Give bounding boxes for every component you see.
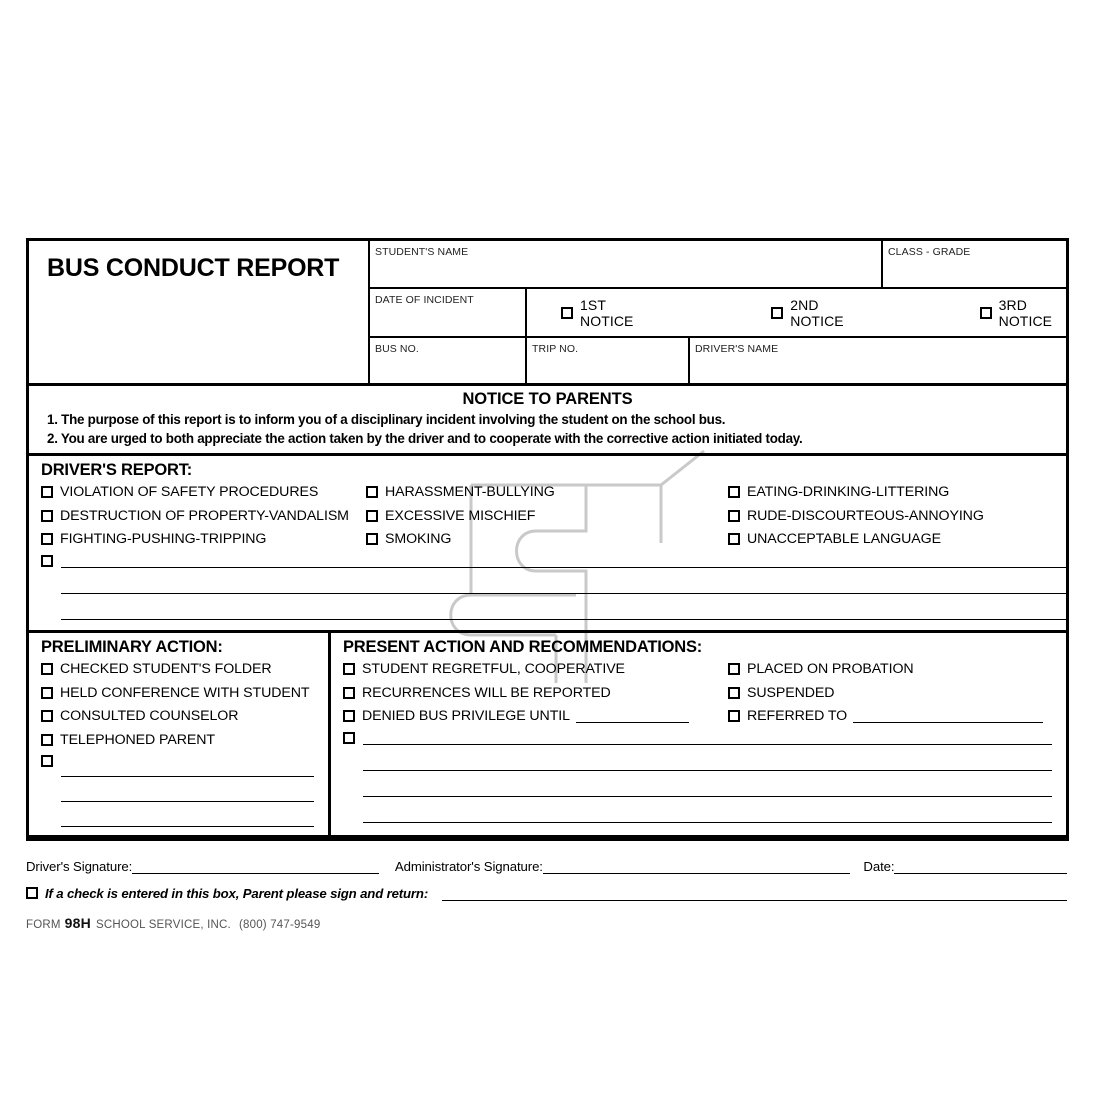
notice-to-parents-title: NOTICE TO PARENTS	[462, 390, 633, 408]
form-header	[29, 241, 1066, 386]
notice-option-2nd[interactable]	[771, 297, 857, 329]
checkbox-icon[interactable]	[366, 510, 378, 522]
option-checked-students-folder[interactable]	[41, 657, 328, 681]
option-held-conference-with-student[interactable]	[41, 681, 328, 705]
form-title-cell	[29, 241, 370, 383]
option-label: CHECKED STUDENT'S FOLDER	[60, 661, 272, 678]
signature-row	[26, 852, 1067, 874]
form-number: 98H	[64, 915, 91, 932]
checkbox-icon[interactable]	[728, 510, 740, 522]
header-row-3	[370, 338, 1066, 383]
option-telephoned-parent[interactable]	[41, 728, 328, 752]
option-eating-drinking-littering[interactable]	[728, 480, 1066, 504]
checkbox-icon[interactable]	[366, 486, 378, 498]
option-smoking[interactable]	[366, 527, 728, 551]
students-name-field[interactable]	[370, 241, 883, 287]
notice-option-label: 3RD NOTICE	[998, 296, 1053, 329]
administrators-signature-input[interactable]	[543, 859, 850, 874]
class-grade-label: CLASS - GRADE	[888, 246, 971, 258]
drivers-report-column-2	[366, 480, 728, 551]
header-row-1	[370, 241, 1066, 289]
trip-no-label: TRIP NO.	[532, 343, 579, 355]
checkbox-icon[interactable]	[41, 734, 53, 746]
present-action-write-in-area	[363, 729, 1052, 823]
bus-no-field[interactable]	[370, 338, 527, 383]
notice-option-1st[interactable]	[561, 297, 645, 329]
students-name-label: STUDENT'S NAME	[375, 246, 469, 258]
administrators-signature-label: Administrator's Signature:	[394, 859, 543, 875]
drivers-report-options	[29, 480, 1066, 551]
header-row-2	[370, 289, 1066, 338]
form-footer	[26, 915, 1067, 931]
option-label: CONSULTED COUNSELOR	[60, 708, 239, 725]
preliminary-action-heading: PRELIMINARY ACTION:	[41, 637, 223, 656]
option-recurrences-will-be-reported[interactable]	[343, 681, 728, 705]
checkbox-icon[interactable]	[343, 710, 355, 722]
date-of-incident-label: DATE OF INCIDENT	[375, 294, 474, 306]
notice-to-parents-item: 2. You are urged to both appreciate the action taken by the driver and to cooperate with the corrective action initiated today.	[47, 430, 803, 446]
notice-number-group	[527, 289, 1066, 336]
option-excessive-mischief[interactable]	[366, 504, 728, 528]
bus-conduct-report-form	[26, 238, 1069, 931]
denied-bus-privilege-until-input[interactable]	[576, 709, 689, 723]
option-destruction-of-property-vandalism[interactable]	[41, 504, 366, 528]
option-label: VIOLATION OF SAFETY PROCEDURES	[60, 484, 319, 501]
option-label: FIGHTING-PUSHING-TRIPPING	[60, 531, 267, 548]
option-unacceptable-language[interactable]	[728, 527, 1066, 551]
write-in-line[interactable]	[61, 802, 314, 827]
write-in-line[interactable]	[61, 594, 1066, 620]
checkbox-icon[interactable]	[728, 486, 740, 498]
form-outer-border	[26, 238, 1069, 841]
option-label: TELEPHONED PARENT	[60, 731, 215, 748]
notice-to-parents-item: 1. The purpose of this report is to inform you of a disciplinary incident involving the student on the school bus.	[47, 411, 726, 427]
option-consulted-counselor[interactable]	[41, 704, 328, 728]
checkbox-icon[interactable]	[41, 710, 53, 722]
trip-no-field[interactable]	[527, 338, 690, 383]
preliminary-action-write-in-area	[61, 752, 314, 827]
option-label: PLACED ON PROBATION	[747, 661, 914, 678]
checkbox-icon[interactable]	[366, 533, 378, 545]
present-action-heading: PRESENT ACTION AND RECOMMENDATIONS:	[343, 637, 703, 656]
checkbox-icon[interactable]	[343, 663, 355, 675]
option-label: SUSPENDED	[747, 684, 835, 701]
option-label: UNACCEPTABLE LANGUAGE	[747, 531, 941, 548]
date-input[interactable]	[894, 859, 1067, 874]
publisher-phone: (800) 747-9549	[238, 919, 321, 932]
present-action-other	[331, 729, 1066, 823]
option-student-regretful-cooperative[interactable]	[343, 657, 728, 681]
option-label: RUDE-DISCOURTEOUS-ANNOYING	[747, 507, 984, 524]
checkbox-icon[interactable]	[343, 732, 355, 744]
write-in-line[interactable]	[363, 745, 1052, 771]
referred-to-input[interactable]	[853, 709, 1043, 723]
publisher-name: SCHOOL SERVICE, INC.	[95, 919, 231, 932]
drivers-report-write-in-area	[61, 552, 1066, 620]
date-label: Date:	[863, 859, 895, 875]
drivers-name-field[interactable]	[690, 338, 1066, 383]
option-label: STUDENT REGRETFUL, COOPERATIVE	[362, 661, 625, 678]
checkbox-icon[interactable]	[41, 533, 53, 545]
drivers-report-section	[29, 456, 1066, 633]
option-fighting-pushing-tripping[interactable]	[41, 527, 366, 551]
drivers-report-heading: DRIVER'S REPORT:	[41, 460, 193, 479]
checkbox-icon[interactable]	[41, 510, 53, 522]
checkbox-icon[interactable]	[26, 887, 38, 899]
option-placed-on-probation[interactable]	[728, 657, 1066, 681]
drivers-signature-label: Driver's Signature:	[26, 859, 133, 875]
drivers-report-other	[29, 552, 1066, 620]
option-label: DENIED BUS PRIVILEGE UNTIL	[362, 708, 570, 725]
preliminary-action-section	[29, 633, 331, 836]
notice-to-parents-section	[29, 386, 1066, 456]
write-in-line[interactable]	[363, 797, 1052, 823]
page-title: BUS CONDUCT REPORT	[47, 254, 340, 282]
checkbox-icon[interactable]	[980, 307, 992, 319]
parent-signature-row	[26, 880, 1067, 901]
option-label: EXCESSIVE MISCHIEF	[385, 507, 536, 524]
checkbox-icon[interactable]	[41, 755, 53, 767]
option-label: RECURRENCES WILL BE REPORTED	[362, 684, 611, 701]
drivers-report-column-3	[728, 480, 1066, 551]
write-in-line[interactable]	[61, 568, 1066, 594]
checkbox-icon[interactable]	[343, 687, 355, 699]
form-word-label: FORM	[26, 919, 61, 932]
drivers-signature-input[interactable]	[132, 859, 379, 874]
preliminary-action-other	[29, 752, 328, 827]
option-label: EATING-DRINKING-LITTERING	[747, 484, 950, 501]
checkbox-icon[interactable]	[728, 663, 740, 675]
option-suspended[interactable]	[728, 681, 1066, 705]
write-in-line[interactable]	[61, 552, 1066, 568]
preliminary-action-options	[29, 657, 328, 751]
checkbox-icon[interactable]	[561, 307, 573, 319]
checkbox-icon[interactable]	[41, 687, 53, 699]
drivers-name-label: DRIVER'S NAME	[695, 343, 779, 355]
option-referred-to[interactable]	[728, 704, 1066, 728]
present-action-section	[331, 633, 1066, 836]
write-in-line[interactable]	[363, 729, 1052, 745]
date-of-incident-field[interactable]	[370, 289, 527, 336]
present-action-column-2	[728, 657, 1066, 728]
bus-no-label: BUS NO.	[375, 343, 419, 355]
write-in-line[interactable]	[61, 777, 314, 802]
notice-option-3rd[interactable]	[980, 297, 1066, 329]
class-grade-field[interactable]	[883, 241, 1066, 287]
header-fields	[370, 241, 1066, 383]
notice-option-label: 2ND NOTICE	[790, 296, 844, 329]
checkbox-icon[interactable]	[41, 555, 53, 567]
option-rude-discourteous-annoying[interactable]	[728, 504, 1066, 528]
write-in-line[interactable]	[363, 771, 1052, 797]
option-label: REFERRED TO	[747, 708, 848, 725]
action-sections	[29, 633, 1066, 839]
drivers-report-column-1	[41, 480, 366, 551]
option-label: SMOKING	[385, 531, 452, 548]
option-label: DESTRUCTION OF PROPERTY-VANDALISM	[60, 507, 349, 524]
signature-area	[26, 852, 1069, 931]
notice-option-label: 1ST NOTICE	[580, 296, 634, 329]
option-violation-of-safety-procedures[interactable]	[41, 480, 366, 504]
option-label: HELD CONFERENCE WITH STUDENT	[60, 684, 310, 701]
parent-signature-input[interactable]	[442, 886, 1067, 901]
checkbox-icon[interactable]	[771, 307, 783, 319]
checkbox-icon[interactable]	[41, 486, 53, 498]
option-harassment-bullying[interactable]	[366, 480, 728, 504]
parent-signature-instruction: If a check is entered in this box, Parent please sign and return:	[45, 886, 429, 902]
checkbox-icon[interactable]	[728, 687, 740, 699]
checkbox-icon[interactable]	[41, 663, 53, 675]
option-denied-bus-privilege-until[interactable]	[343, 704, 728, 728]
checkbox-icon[interactable]	[728, 533, 740, 545]
present-action-column-1	[343, 657, 728, 728]
present-action-options	[331, 657, 1066, 728]
option-label: HARASSMENT-BULLYING	[385, 484, 555, 501]
write-in-line[interactable]	[61, 752, 314, 777]
checkbox-icon[interactable]	[728, 710, 740, 722]
